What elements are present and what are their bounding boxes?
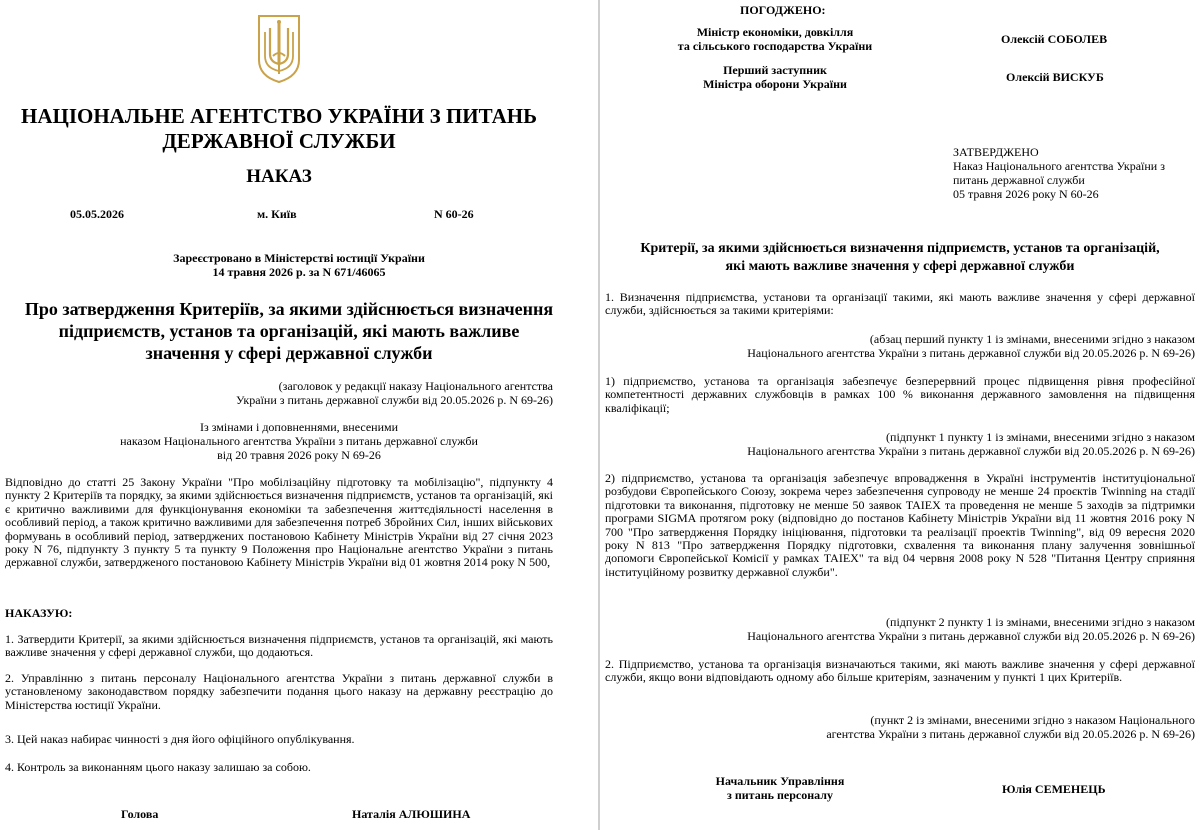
preamble: Відповідно до статті 25 Закону України "Про мобілізаційну підготовку та мобілізацію", підпункту 4 пункту 2 Критеріїв та порядку, за якими здійснюється визначення підприємств, установ та організацій, які є критично важливими для функціонування економіки та забезпечення життєдіяльності населення в особливий період, а також критично важливими для забезпечення потреб Збройних Сил, інших військових формувань в особливий період, затверджених постановою Кабінету Міністрів України від 27 січня 2023 року N 76, підпункту 3 пункту 5 та пункту 9 Положення про Національне агентство України з питань державної служби, затвердженого постановою Кабінету Міністрів України від 01 жовтня 2014 року N 500,: [5, 475, 553, 570]
signatory-role: Голова: [121, 807, 159, 821]
amendment-note: (підпункт 2 пункту 1 із змінами, внесеними згідно з наказом Національного агентства України з питань державної служби від 20.05.2026 р. N 69-26): [747, 615, 1195, 643]
registration-note: Зареєстровано в Міністерстві юстиції України 14 травня 2026 р. за N 671/46065: [173, 251, 425, 279]
agreed-org: Міністр економіки, довкілля та сільського господарства України: [677, 25, 873, 53]
order-city: м. Київ: [257, 207, 297, 221]
criteria-paragraph: 2. Підприємство, установа та організація визначаються такими, які мають важливе значення у сфері державної служби, якщо вони відповідають одному або більше критеріям, зазначеним у пункті 1 цих Критеріїв.: [605, 657, 1195, 685]
amendment-note: (підпункт 1 пункту 1 із змінами, внесеними згідно з наказом Національного агентства України з питань державної служби від 20.05.2026 р. N 69-26): [747, 430, 1195, 458]
amendment-note: (пункт 2 із змінами, внесеними згідно з наказом Національного агентства України з питань державної служби від 20.05.2026 р. N 69-26): [826, 713, 1195, 741]
criteria-paragraph: 2) підприємство, установа та організація забезпечує впровадження в Україні інструментів інституціональної розбудови Європейського Союзу, зокрема через забезпечення супроводу не менше 24 проєктів Twinning на стадії підготовки та виконання, підготовку не менше 50 заявок TAIEX та проведення не менше 5 заходів за підтримки програми SIGMA протягом року (відповідно до постанов Кабінету Міністрів України від 11 жовтня 2016 року N 700 "Про затвердження Порядку ініціювання, підготовки та реалізації проектів Twinning", від 09 вересня 2020 року N 813 "Про затвердження Порядку підготовки, схвалення та виконання плану залучення зовнішньої допомоги Європейської Комісії у рамках TAIEX" та від 04 червня 2008 року N 528 "Питання Центру сприяння інституційному розвитку державної служби".: [605, 471, 1195, 579]
criteria-title: Критерії, за якими здійснюється визначення підприємств, установ та організацій, які мають важливе значення у сфері державної служби: [640, 241, 1160, 274]
agreed-name: Олексій ВИСКУБ: [1006, 70, 1104, 84]
criteria-page: [600, 0, 1200, 830]
order-item: 3. Цей наказ набирає чинності з дня його офіційного опублікування.: [5, 732, 355, 746]
order-date: 05.05.2026: [70, 207, 124, 221]
agency-title: НАЦІОНАЛЬНЕ АГЕНТСТВО УКРАЇНИ З ПИТАНЬ ДЕРЖАВНОЇ СЛУЖБИ: [21, 104, 537, 153]
order-heading: НАКАЗУЮ:: [5, 606, 73, 620]
title-edit-note: (заголовок у редакції наказу Національного агентства України з питань державної служби від 20.05.2026 р. N 69-26): [235, 379, 553, 407]
order-item: 1. Затвердити Критерії, за якими здійснюється визначення підприємств, установ та організацій, які мають важливе значення у сфері державної служби, що додаються.: [5, 632, 553, 660]
amendments-note: Із змінами і доповненнями, внесеними наказом Національного агентства України з питань державної служби від 20 травня 2026 року N 69-26: [120, 420, 478, 462]
criteria-paragraph: 1) підприємство, установа та організація забезпечує безперервний процес підвищення рівня професійної компетентності державних службовців в рамках 100 % виконання державного замовлення на підвищення кваліфікації;: [605, 374, 1195, 415]
signatory-role: Начальник Управління з питань персоналу: [715, 774, 845, 802]
order-item: 4. Контроль за виконанням цього наказу залишаю за собою.: [5, 760, 311, 774]
approved-stamp: ЗАТВЕРДЖЕНО Наказ Національного агентства України з питань державної служби 05 травня 2026 року N 60-26: [953, 145, 1165, 201]
criteria-paragraph: 1. Визначення підприємства, установи та організації такими, які мають важливе значення у сфері державної служби, здійснюється за такими критеріями:: [605, 290, 1195, 318]
coat-of-arms-icon: [256, 14, 302, 84]
order-page: [0, 0, 598, 830]
signatory-name: Наталія АЛЮШИНА: [352, 807, 471, 821]
order-item: 2. Управлінню з питань персоналу Національного агентства України з питань державної служби в установленому законодавством порядку забезпечити подання цього наказу на державну реєстрацію до Міністерства юстиції України.: [5, 671, 553, 712]
document-type: НАКАЗ: [246, 166, 312, 187]
agreed-heading: ПОГОДЖЕНО:: [740, 3, 826, 17]
order-number: N 60-26: [434, 207, 474, 221]
agreed-name: Олексій СОБОЛЕВ: [1001, 32, 1108, 46]
amendment-note: (абзац перший пункту 1 із змінами, внесеними згідно з наказом Національного агентства України з питань державної служби від 20.05.2026 р. N 69-26): [747, 332, 1195, 360]
signatory-name: Юлія СЕМЕНЕЦЬ: [1002, 782, 1106, 796]
order-title: Про затвердження Критеріїв, за якими здійснюється визначення підприємств, установ та організацій, які мають важливе значення у сфері державної служби: [24, 299, 554, 363]
agreed-org: Перший заступник Міністра оборони України: [703, 63, 847, 91]
